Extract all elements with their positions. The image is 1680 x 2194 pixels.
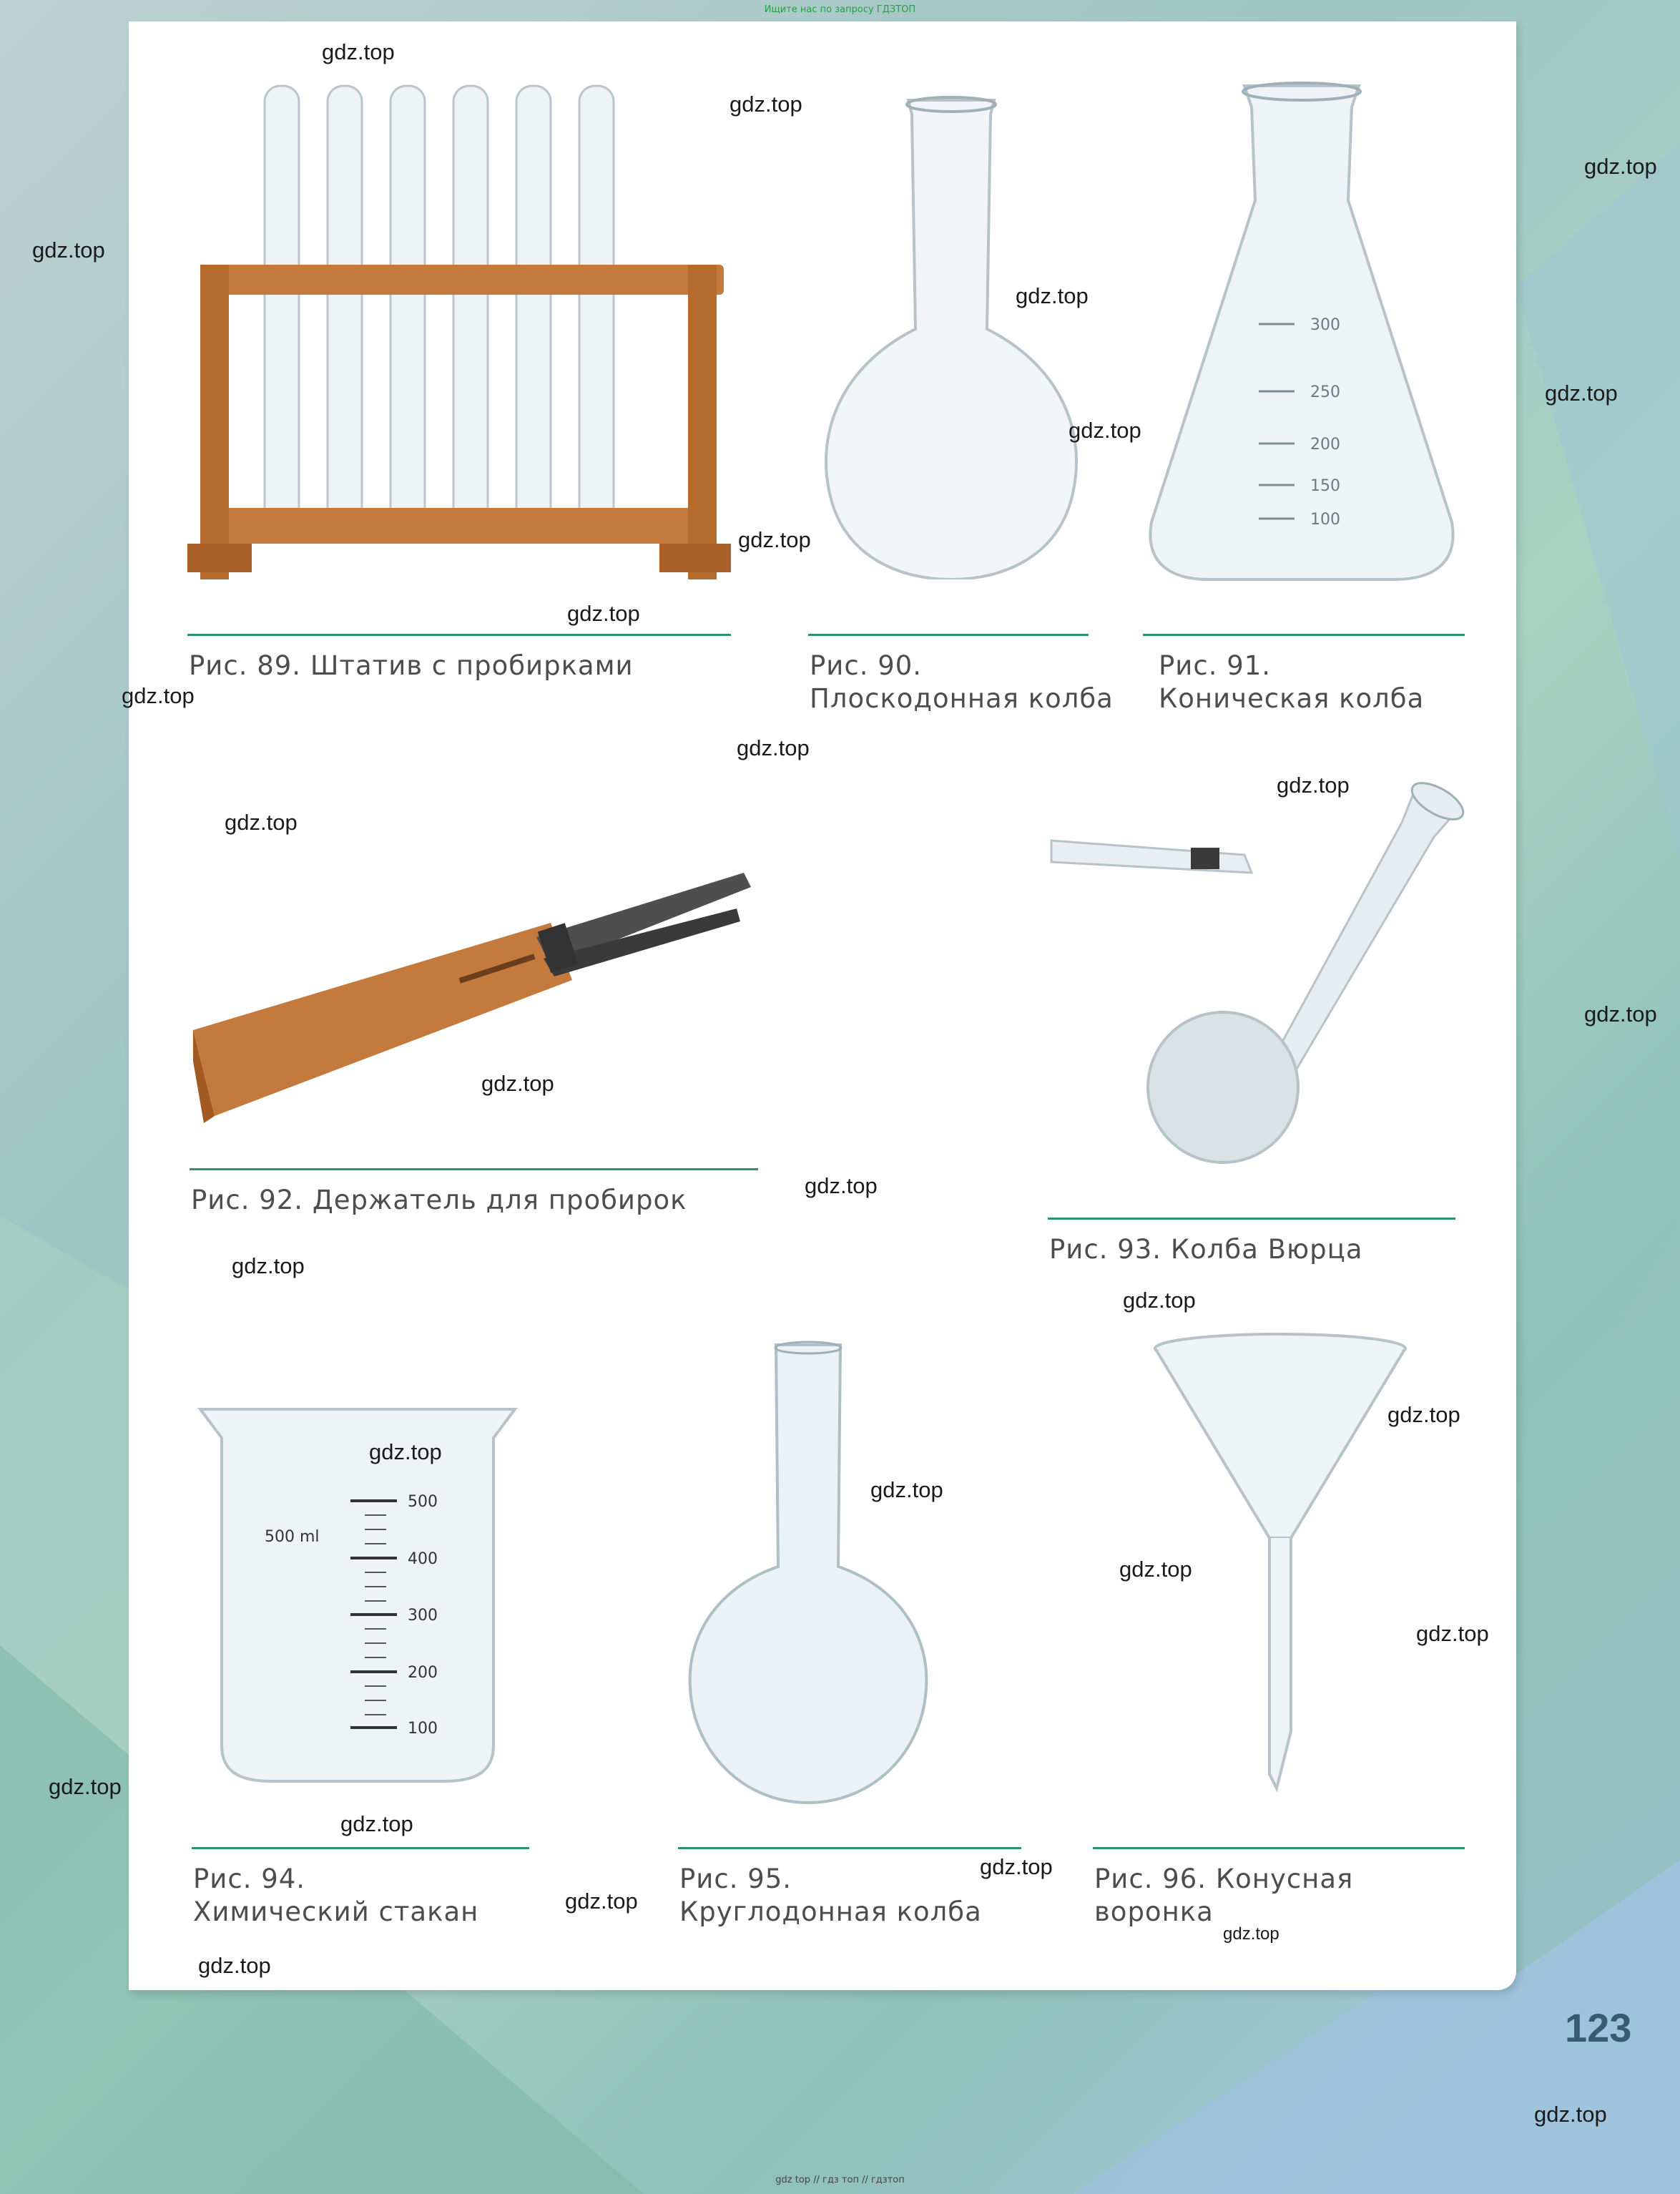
watermark: gdz.top [738, 527, 811, 552]
beaker-mark-4: 100 [408, 1720, 438, 1738]
watermark: gdz.top [565, 1889, 638, 1914]
watermark: gdz.top [567, 601, 640, 626]
caption-fig-94 [193, 1863, 478, 1929]
caption-rule [678, 1847, 1021, 1849]
caption-fig-93 [1049, 1233, 1363, 1266]
caption-rule [1093, 1847, 1465, 1849]
top-note: Ищите нас по запросу ГДЗТОП [764, 4, 916, 15]
beaker-icon [193, 1402, 529, 1788]
caption-fig-89 [189, 650, 634, 682]
caption-fig-92 [191, 1184, 687, 1217]
flat-bottom-flask-icon [815, 93, 1087, 579]
watermark: gdz.top [1584, 154, 1657, 179]
beaker-mark-3: 200 [408, 1664, 438, 1682]
watermark: gdz.top [1123, 1288, 1196, 1313]
watermark: gdz.top [980, 1854, 1053, 1879]
caption-number: Рис. 91. [1159, 650, 1272, 681]
caption-title: Держатель для пробирок [312, 1185, 687, 1215]
flask91-mark-2: 200 [1310, 436, 1340, 454]
test-tube-rack-icon [187, 79, 738, 594]
watermark: gdz.top [1016, 283, 1089, 308]
watermark: gdz.top [122, 683, 195, 708]
caption-number: Рис. 95. [679, 1864, 792, 1894]
caption-number: Рис. 94. [193, 1864, 306, 1894]
caption-rule [1143, 634, 1465, 636]
caption-number: Рис. 93. [1049, 1234, 1162, 1265]
watermark: gdz.top [225, 810, 298, 835]
flask91-mark-4: 100 [1310, 511, 1340, 529]
beaker-volume-label: 500 ml [265, 1528, 320, 1546]
watermark: gdz.top [1416, 1621, 1489, 1646]
caption-title: Штатив с пробирками [310, 650, 634, 681]
beaker-mark-0: 500 [408, 1493, 438, 1511]
caption-fig-90 [810, 650, 1114, 715]
beaker-mark-2: 300 [408, 1607, 438, 1625]
caption-fig-95 [679, 1863, 982, 1929]
watermark: gdz.top [1584, 1001, 1657, 1027]
watermark: gdz.top [232, 1253, 305, 1278]
bottom-note: gdz top // гдз топ // гдзтоп [775, 2175, 905, 2185]
page-number: 123 [1565, 2005, 1632, 2050]
caption-rule [190, 1168, 758, 1170]
caption-fig-91 [1159, 650, 1424, 715]
caption-number: Рис. 90. [810, 650, 923, 681]
caption-fig-96 [1094, 1863, 1380, 1929]
watermark: gdz.top [369, 1439, 442, 1464]
caption-title: Круглодонная колба [679, 1896, 982, 1927]
watermark: gdz.top [322, 39, 395, 64]
watermark: gdz.top [730, 92, 802, 117]
caption-title: Конусная воронка [1094, 1864, 1354, 1927]
flask91-mark-3: 150 [1310, 477, 1340, 495]
watermark: gdz.top [1277, 773, 1350, 798]
watermark: gdz.top [870, 1477, 943, 1502]
watermark: gdz.top [481, 1071, 554, 1096]
flask91-mark-1: 250 [1310, 383, 1340, 401]
caption-title: Коническая колба [1159, 683, 1425, 714]
caption-title: Колба Вюрца [1170, 1234, 1363, 1265]
round-bottom-flask-icon [687, 1338, 937, 1810]
caption-rule [192, 1847, 529, 1849]
watermark: gdz.top [32, 237, 105, 263]
wurtz-flask-icon [1044, 773, 1473, 1180]
caption-rule [1048, 1218, 1455, 1220]
caption-number: Рис. 92. [191, 1185, 304, 1215]
watermark: gdz.top [198, 1953, 271, 1978]
watermark: gdz.top [1069, 418, 1141, 443]
test-tube-holder-icon [193, 858, 765, 1130]
flask91-mark-0: 300 [1310, 316, 1340, 334]
watermark: gdz.top [1545, 381, 1618, 406]
watermark: gdz.top [1223, 1924, 1279, 1944]
watermark: gdz.top [1119, 1557, 1192, 1582]
beaker-mark-1: 400 [408, 1550, 438, 1568]
conical-flask-icon [1144, 79, 1459, 587]
watermark: gdz.top [805, 1173, 878, 1198]
watermark: gdz.top [737, 735, 810, 760]
caption-rule [808, 634, 1089, 636]
caption-number: Рис. 96. [1094, 1864, 1207, 1894]
watermark: gdz.top [1534, 2102, 1607, 2127]
caption-title: Химический стакан [193, 1896, 479, 1927]
watermark: gdz.top [340, 1811, 413, 1836]
caption-number: Рис. 89. [189, 650, 302, 681]
caption-title: Плоскодонная колба [810, 683, 1114, 714]
watermark: gdz.top [1387, 1402, 1460, 1427]
watermark: gdz.top [49, 1774, 122, 1799]
caption-rule [187, 634, 731, 636]
